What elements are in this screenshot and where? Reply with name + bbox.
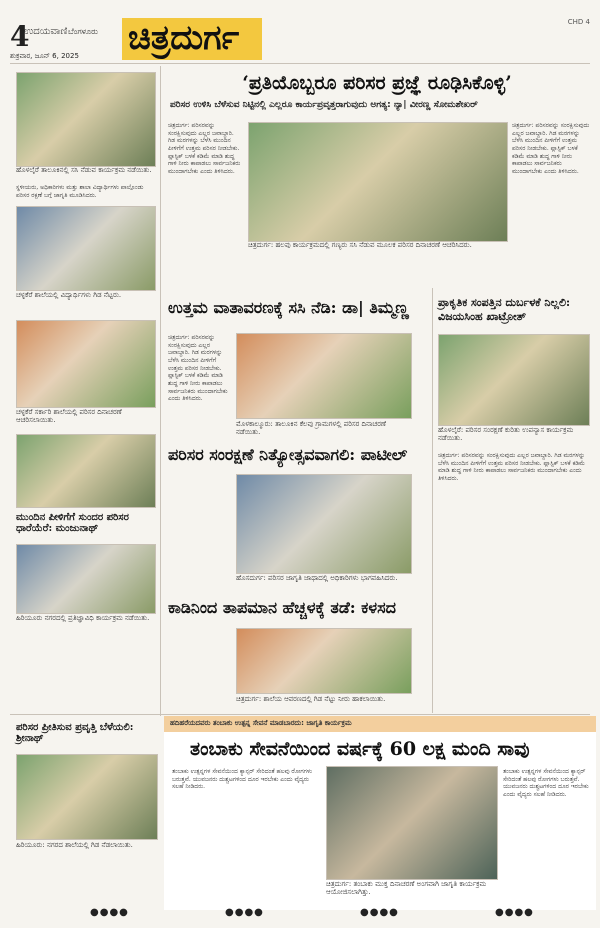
tobacco-headline: ತಂಬಾಕು ಸೇವನೆಯಿಂದ ವರ್ಷಕ್ಕೆ 60 ಲಕ್ಷ ಮಂದಿ ಸಾವು bbox=[190, 738, 530, 760]
middle-title-2: ಪರಿಸರ ಸಂರಕ್ಷಣೆ ನಿತ್ಯೋತ್ಸವವಾಗಲಿ: ಪಾಟೀಲ್ bbox=[168, 445, 408, 464]
middle-text-left: ಚಿತ್ರದುರ್ಗ: ಪರಿಸರವನ್ನು ಸಂರಕ್ಷಿಸುವುದು ಎಲ್ಲರ ಜವಾಬ್ದಾರಿ. ಗಿಡ ಮರಗಳನ್ನು ಬೆಳೆಸಿ ಮುಂದಿನ ಪೀಳಿಗೆಗೆ ಉತ್ತಮ ಪರಿಸರ ನೀಡಬೇಕು. ಪ್ಲಾಸ್ಟಿಕ್ ಬಳಕೆ ಕಡಿಮೆ ಮಾಡಿ ಶುದ್ಧ ಗಾಳಿ ನೀರು ಕಾಪಾಡಲು ಸಾರ್ವಜನಿಕರು ಮುಂದಾಗಬೇಕು ಎಂದು ತಿಳಿಸಿದರು. bbox=[168, 334, 228, 403]
bottom-left-title: ಪರಿಸರ ಪ್ರೀತಿಸುವ ಪ್ರವೃತ್ತಿ ಬೆಳೆಯಲಿ: ಶ್ರೀನಾಥ್ bbox=[16, 722, 134, 744]
tobacco-caption: ಚಿತ್ರದುರ್ಗ: ತಂಬಾಕು ಮುಕ್ತ ದಿನಾಚರಣೆ ಅಂಗವಾಗಿ ಜಾಗೃತಿ ಕಾರ್ಯಕ್ರಮ ಆಯೋಜಿಸಲಾಗಿತ್ತು. bbox=[326, 880, 487, 897]
middle-caption-2: ಹೊಸದುರ್ಗ: ಪರಿಸರ ಜಾಗೃತಿ ಜಾಥಾದಲ್ಲಿ ಅಧಿಕಾರಿಗಳು ಭಾಗವಹಿಸಿದರು. bbox=[236, 574, 398, 582]
right-caption-1: ಹೊಳಲ್ಕೆರೆ: ಪರಿಸರ ಸಂರಕ್ಷಣೆ ಕುರಿತು ಉಪನ್ಯಾಸ ಕಾರ್ಯಕ್ರಮ ನಡೆಯಿತು. bbox=[438, 426, 574, 443]
masthead-divider bbox=[10, 63, 590, 64]
tobacco-photo bbox=[326, 766, 498, 880]
tobacco-text-left: ತಂಬಾಕು ಉತ್ಪನ್ನಗಳ ಸೇವನೆಯಿಂದ ಕ್ಯಾನ್ಸರ್ ಸೇರಿದಂತೆ ಹಲವು ರೋಗಗಳು ಬರುತ್ತವೆ. ಯುವಜನರು ದುಶ್ಚಟಗಳಿಂದ ದೂರ ಇರಬೇಕು ಎಂದು ವೈದ್ಯರು ಸಲಹೆ ನೀಡಿದರು. bbox=[172, 768, 313, 791]
right-column-divider bbox=[432, 288, 433, 713]
tobacco-banner: ಹದಿಹರೆಯದವರು ತಂಬಾಕು ಉತ್ಪನ್ನ ಸೇವನೆ ಮಾಡಬಾರದು: ಜಾಗೃತಿ ಕಾರ್ಯಕ್ರಮ bbox=[170, 719, 352, 727]
bottom-divider bbox=[10, 714, 590, 715]
middle-caption-1: ಮೊಳಕಾಲ್ಮೂರು: ತಾಲೂಕಿನ ಕೆಲವು ಗ್ರಾಮಗಳಲ್ಲಿ ಪರಿಸರ ದಿನಾಚರಣೆ ನಡೆಯಿತು. bbox=[236, 420, 386, 437]
edition-label: ಬೆಂಗಳೂರು bbox=[68, 27, 98, 36]
left-caption-2: ಚಳ್ಳಕೆರೆ ಶಾಲೆಯಲ್ಲಿ ವಿದ್ಯಾರ್ಥಿಗಳು ಗಿಡ ನೆಟ್ಟರು. bbox=[16, 291, 122, 299]
bottom-left-photo bbox=[16, 754, 158, 840]
main-photo bbox=[248, 122, 508, 242]
footer-registration-marks-3: ●●●● bbox=[360, 907, 399, 918]
left-text-1: ಸ್ಥಳೀಯರು, ಅಧಿಕಾರಿಗಳು ಮತ್ತು ಶಾಲಾ ವಿದ್ಯಾರ್ಥಿಗಳು ಪಾಲ್ಗೊಂಡು ಪರಿಸರ ರಕ್ಷಣೆ ಬಗ್ಗೆ ಜಾಗೃತಿ ಮೂಡಿಸಿದರು. bbox=[16, 184, 144, 199]
left-caption-3: ಚಳ್ಳಕೆರೆ ಸರ್ಕಾರಿ ಶಾಲೆಯಲ್ಲಿ ಪರಿಸರ ದಿನಾಚರಣೆ ಆಚರಿಸಲಾಯಿತು. bbox=[16, 408, 122, 425]
left-photo-1 bbox=[16, 72, 156, 167]
right-photo-1 bbox=[438, 334, 590, 426]
middle-title-3: ಕಾಡಿನಿಂದ ತಾಪಮಾನ ಹೆಚ್ಚಳಕ್ಕೆ ತಡೆ: ಕಳಸದ bbox=[168, 598, 396, 617]
page-number: 4 bbox=[10, 20, 30, 53]
left-photo-4 bbox=[16, 434, 156, 508]
right-text-1: ಚಿತ್ರದುರ್ಗ: ಪರಿಸರವನ್ನು ಸಂರಕ್ಷಿಸುವುದು ಎಲ್ಲರ ಜವಾಬ್ದಾರಿ. ಗಿಡ ಮರಗಳನ್ನು ಬೆಳೆಸಿ ಮುಂದಿನ ಪೀಳಿಗೆಗೆ ಉತ್ತಮ ಪರಿಸರ ನೀಡಬೇಕು. ಪ್ಲಾಸ್ಟಿಕ್ ಬಳಕೆ ಕಡಿಮೆ ಮಾಡಿ ಶುದ್ಧ ಗಾಳಿ ನೀರು ಕಾಪಾಡಲು ಸಾರ್ವಜನಿಕರು ಮುಂದಾಗಬೇಕು ಎಂದು ತಿಳಿಸಿದರು. bbox=[438, 452, 585, 483]
left-photo-3 bbox=[16, 320, 156, 408]
middle-caption-3: ಚಿತ್ರದುರ್ಗ: ಶಾಲೆಯ ಆವರಣದಲ್ಲಿ ಗಿಡ ನೆಟ್ಟು ನೀರು ಹಾಕಲಾಯಿತು. bbox=[236, 695, 386, 703]
main-headline: ‘ಪ್ರತಿಯೊಬ್ಬರೂ ಪರಿಸರ ಪ್ರಜ್ಞೆ ರೂಢಿಸಿಕೊಳ್ಳಿ’ bbox=[242, 72, 512, 94]
left-story-4-title: ಮುಂದಿನ ಪೀಳಿಗೆಗೆ ಸುಂದರ ಪರಿಸರ ಧಾರೆಯೆರೆ: ಮಂಜುನಾಥ್ bbox=[16, 512, 129, 534]
main-text-right: ಚಿತ್ರದುರ್ಗ: ಪರಿಸರವನ್ನು ಸಂರಕ್ಷಿಸುವುದು ಎಲ್ಲರ ಜವಾಬ್ದಾರಿ. ಗಿಡ ಮರಗಳನ್ನು ಬೆಳೆಸಿ ಮುಂದಿನ ಪೀಳಿಗೆಗೆ ಉತ್ತಮ ಪರಿಸರ ನೀಡಬೇಕು. ಪ್ಲಾಸ್ಟಿಕ್ ಬಳಕೆ ಕಡಿಮೆ ಮಾಡಿ ಶುದ್ಧ ಗಾಳಿ ನೀರು ಕಾಪಾಡಲು ಸಾರ್ವಜನಿಕರು ಮುಂದಾಗಬೇಕು ಎಂದು ತಿಳಿಸಿದರು. bbox=[512, 122, 590, 176]
left-photo-5 bbox=[16, 544, 156, 614]
tobacco-text-right: ತಂಬಾಕು ಉತ್ಪನ್ನಗಳ ಸೇವನೆಯಿಂದ ಕ್ಯಾನ್ಸರ್ ಸೇರಿದಂತೆ ಹಲವು ರೋಗಗಳು ಬರುತ್ತವೆ. ಯುವಜನರು ದುಶ್ಚಟಗಳಿಂದ ದೂರ ಇರಬೇಕು ಎಂದು ವೈದ್ಯರು ಸಲಹೆ ನೀಡಿದರು. bbox=[503, 768, 589, 799]
newspaper-name: ಉದಯವಾಣಿ bbox=[24, 26, 68, 37]
publication-date: ಶುಕ್ರವಾರ, ಜೂನ್ 6, 2025 bbox=[10, 52, 79, 60]
footer-registration-marks-1: ●●●● bbox=[90, 907, 129, 918]
middle-photo-3 bbox=[236, 628, 412, 694]
middle-title-1: ಉತ್ತಮ ವಾತಾವರಣಕ್ಕೆ ಸಸಿ ನೆಡಿ: ಡಾ| ತಿಮ್ಮಣ್ಣ bbox=[168, 298, 409, 317]
middle-photo-1 bbox=[236, 333, 412, 419]
middle-photo-2 bbox=[236, 474, 412, 574]
footer-registration-marks-2: ●●●● bbox=[225, 907, 264, 918]
right-title-1: ಪ್ರಾಕೃತಿಕ ಸಂಪತ್ತಿನ ದುರ್ಬಳಕೆ ನಿಲ್ಲಲಿ: ವಿಜಯಸಿಂಹ ಖಾಟ್ರೋತ್ bbox=[438, 296, 571, 323]
page-tag: CHD 4 bbox=[567, 18, 590, 26]
district-title: ಚಿತ್ರದುರ್ಗ bbox=[128, 18, 240, 58]
bottom-left-caption: ಹಿರಿಯೂರು: ನಗರದ ಶಾಲೆಯಲ್ಲಿ ಗಿಡ ನೆಡಲಾಯಿತು. bbox=[16, 841, 133, 849]
footer-registration-marks-4: ●●●● bbox=[495, 907, 534, 918]
left-photo-2 bbox=[16, 206, 156, 291]
main-text-left: ಚಿತ್ರದುರ್ಗ: ಪರಿಸರವನ್ನು ಸಂರಕ್ಷಿಸುವುದು ಎಲ್ಲರ ಜವಾಬ್ದಾರಿ. ಗಿಡ ಮರಗಳನ್ನು ಬೆಳೆಸಿ ಮುಂದಿನ ಪೀಳಿಗೆಗೆ ಉತ್ತಮ ಪರಿಸರ ನೀಡಬೇಕು. ಪ್ಲಾಸ್ಟಿಕ್ ಬಳಕೆ ಕಡಿಮೆ ಮಾಡಿ ಶುದ್ಧ ಗಾಳಿ ನೀರು ಕಾಪಾಡಲು ಸಾರ್ವಜನಿಕರು ಮುಂದಾಗಬೇಕು ಎಂದು ತಿಳಿಸಿದರು. bbox=[168, 122, 241, 176]
left-column-divider bbox=[160, 66, 161, 716]
main-subhead: ಪರಿಸರ ಉಳಿಸಿ ಬೆಳೆಸುವ ನಿಟ್ಟಿನಲ್ಲಿ ಎಲ್ಲರೂ ಕಾರ್ಯಪ್ರವೃತ್ತರಾಗುವುದು ಅಗತ್ಯ: ನ್ಯಾ| ವೀರಣ್ಣ ಸೋಮಶೇಖರ್ bbox=[170, 100, 478, 110]
left-caption-1: ಹೊಳಲ್ಕೆರೆ ತಾಲೂಕಿನಲ್ಲಿ ಸಸಿ ನೆಡುವ ಕಾರ್ಯಕ್ರಮ ನಡೆಯಿತು. bbox=[16, 166, 152, 174]
main-caption: ಚಿತ್ರದುರ್ಗ: ಹಲವು ಕಾರ್ಯಕ್ರಮದಲ್ಲಿ ಗಣ್ಯರು ಸಸಿ ನೆಡುವ ಮೂಲಕ ಪರಿಸರ ದಿನಾಚರಣೆ ಆಚರಿಸಿದರು. bbox=[248, 241, 472, 249]
left-caption-5: ಹಿರಿಯೂರು ನಗರದಲ್ಲಿ ಪ್ರತಿಜ್ಞಾವಿಧಿ ಕಾರ್ಯಕ್ರಮ ನಡೆಯಿತು. bbox=[16, 614, 150, 622]
